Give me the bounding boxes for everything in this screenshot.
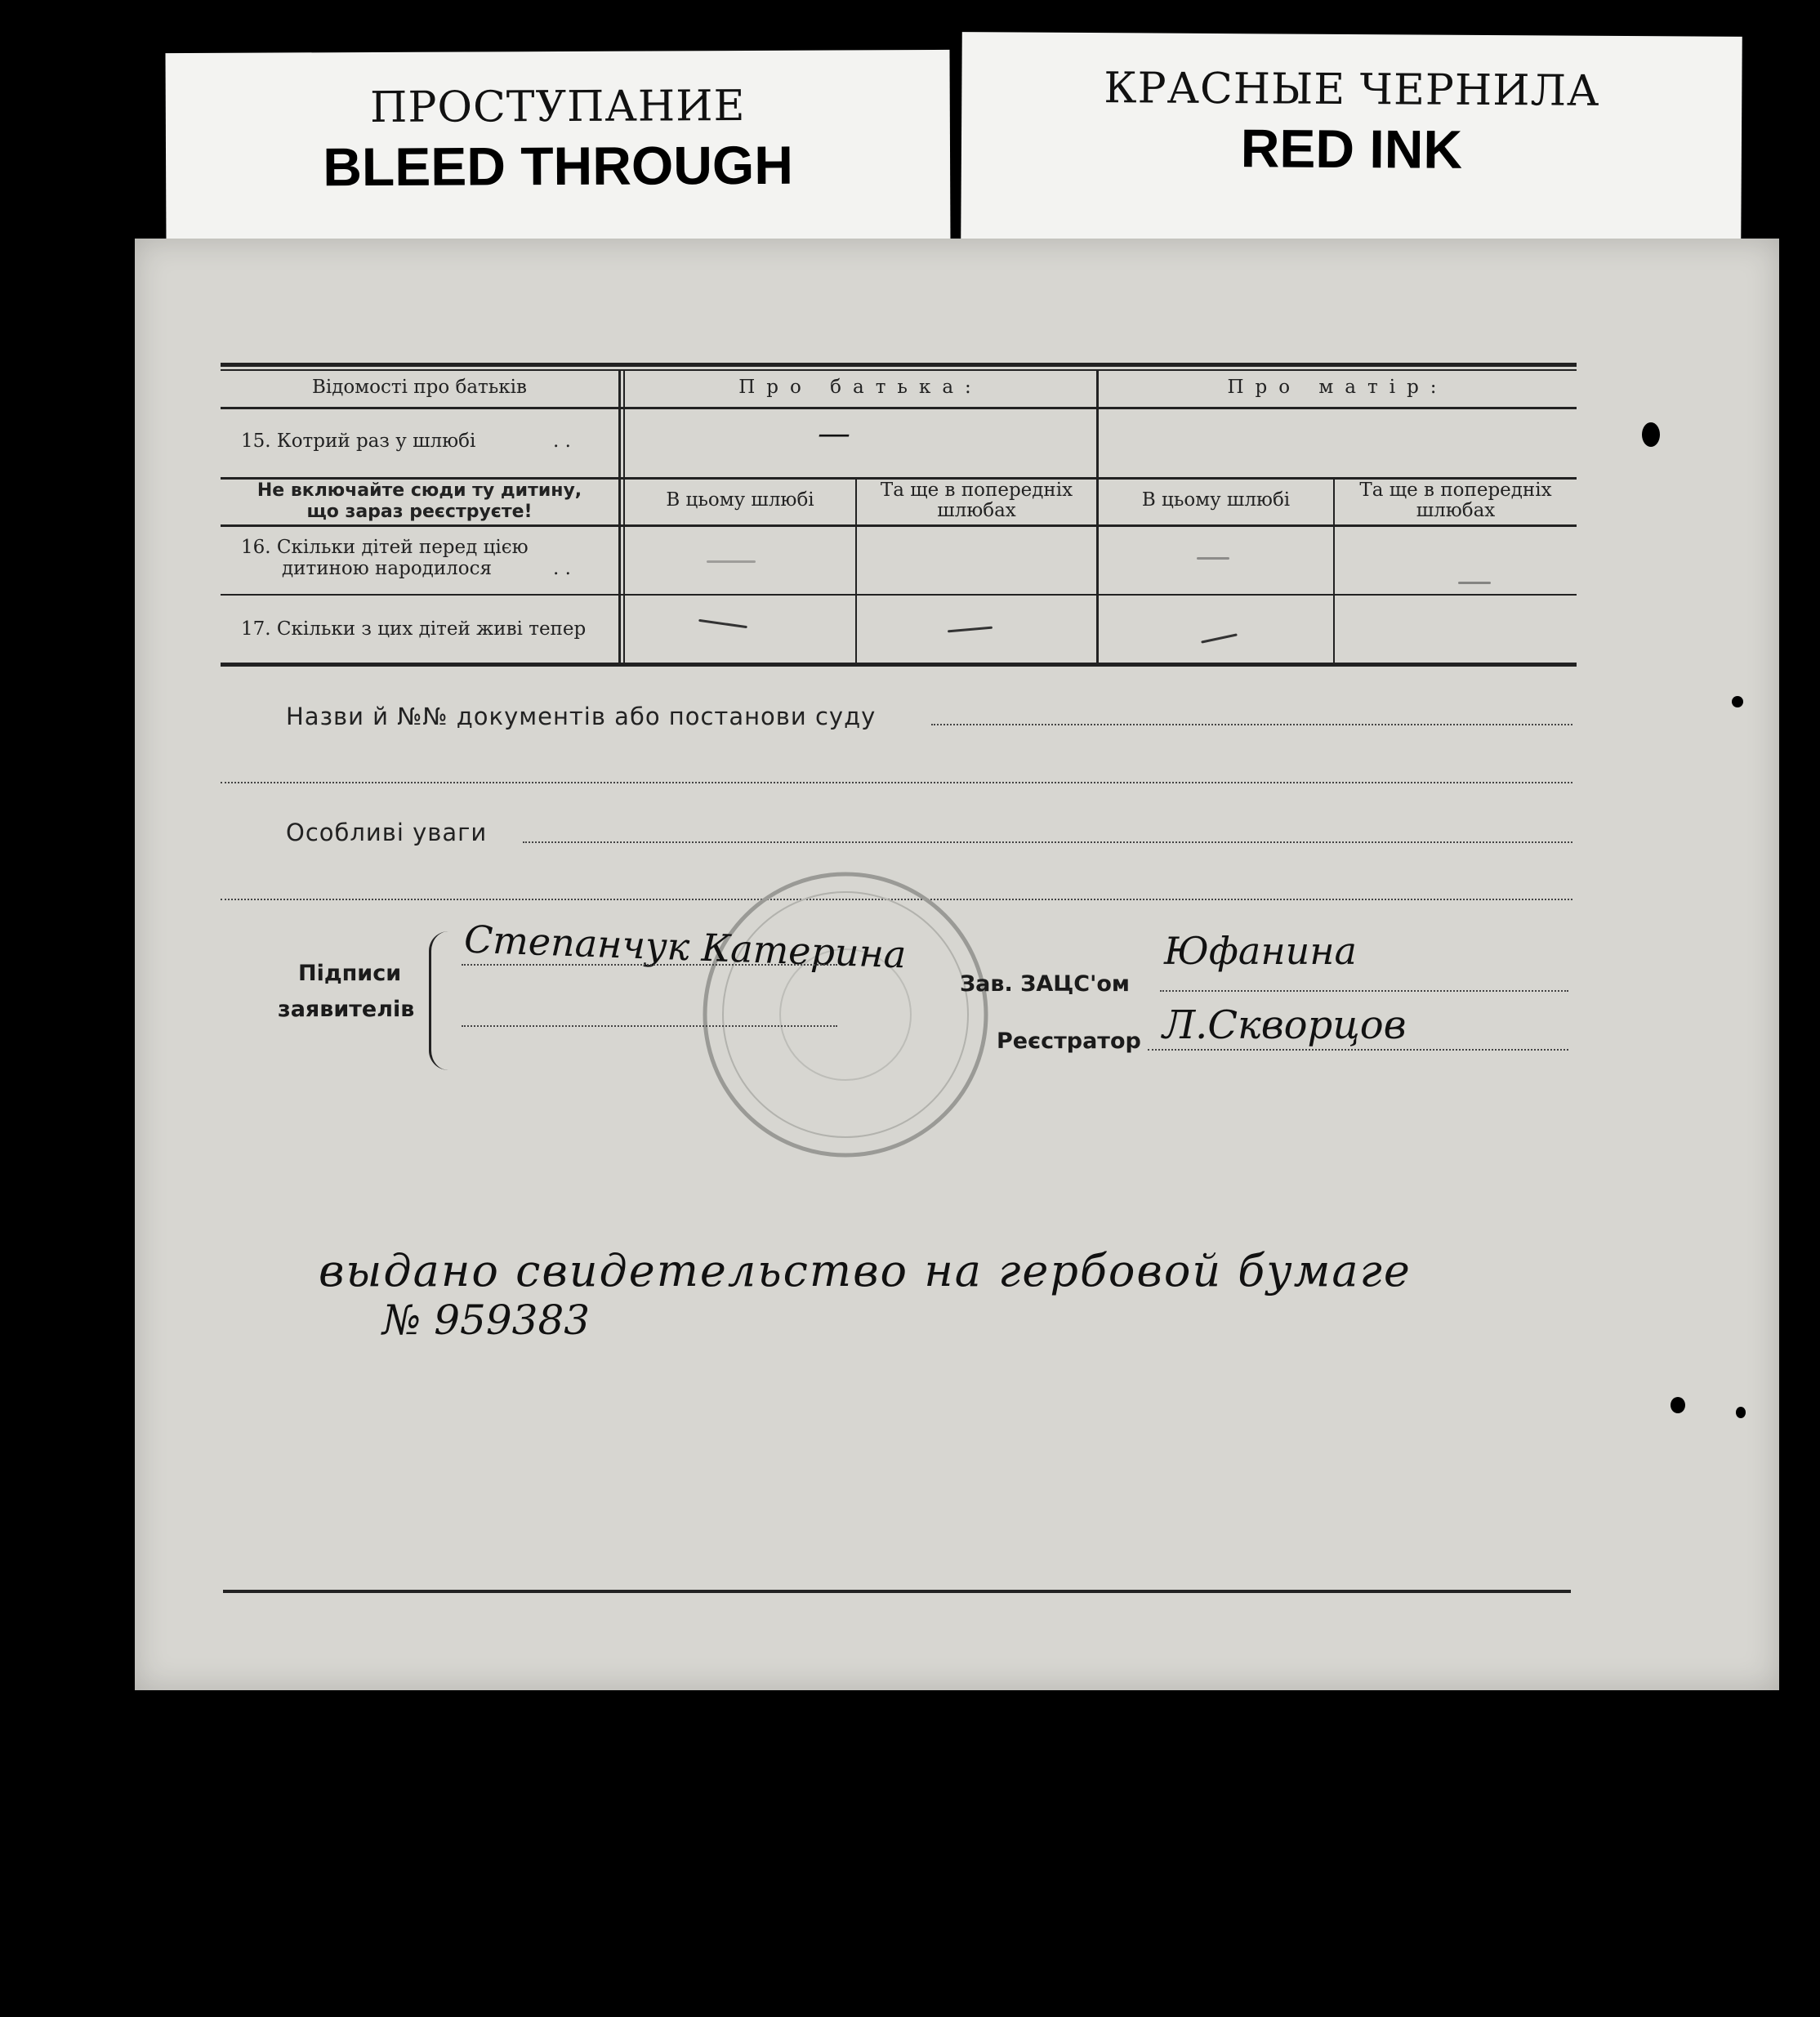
head-line	[1160, 990, 1568, 992]
table-col-rule	[623, 371, 625, 663]
tab-bleed-through	[165, 50, 950, 249]
row16-line1: 16. Скільки дітей перед цією	[241, 537, 529, 558]
head-signature: Юфанина	[1164, 929, 1357, 973]
applicant-signature: Степанчук Катерина	[463, 917, 908, 977]
row17-label: 17. Скільки з цих дітей живі тепер	[241, 618, 587, 640]
table-bottom-rule	[221, 663, 1577, 667]
row16-mother-prev-dash	[1458, 582, 1491, 584]
head-label: Зав. ЗАЦС'ом	[960, 971, 1130, 997]
applicant-line-1	[462, 964, 837, 966]
table-top-rule	[221, 363, 1577, 367]
sub-mother-this: В цьому шлюбі	[1141, 489, 1291, 511]
registrar-line	[1148, 1049, 1568, 1051]
document-sheet	[135, 239, 1779, 1690]
special-notes-line	[523, 841, 1572, 843]
row17-father-prev-dash	[948, 627, 993, 633]
row16-dots: . .	[553, 558, 571, 579]
row15-dots: . .	[553, 431, 571, 452]
row15-father-value: —	[818, 415, 850, 453]
handwritten-note-line1: выдано свидетельство на гербовой бумаге	[319, 1245, 1412, 1296]
header-mother: Про матір:	[1227, 377, 1448, 398]
row16-line2: дитиною народилося	[282, 558, 493, 579]
punch-hole	[1642, 422, 1660, 447]
tab-right-ru: КРАСНЫЕ ЧЕРНИЛА	[1104, 64, 1600, 116]
sub-mother-prev-2: шлюбах	[1416, 500, 1496, 521]
header-father: Про батька:	[738, 377, 983, 398]
applicants-label-1: Підписи	[298, 961, 402, 986]
note-line2: що зараз реєструєте!	[306, 502, 533, 522]
official-seal	[690, 859, 1001, 1170]
punch-hole	[1736, 1407, 1746, 1418]
sub-father-prev-2: шлюбах	[937, 500, 1016, 521]
table-rule	[221, 524, 1577, 527]
special-notes-label: Особливі уваги	[286, 819, 488, 846]
tab-left-en: BLEED THROUGH	[323, 134, 794, 198]
documents-label: Назви й №№ документів або постанови суду	[286, 703, 877, 730]
registrar-label: Реєстратор	[997, 1029, 1141, 1054]
bottom-rule	[223, 1590, 1571, 1593]
row15-label: 15. Котрий раз у шлюбі	[241, 431, 476, 452]
table-top-rule-2	[221, 369, 1577, 371]
registrar-signature: Л.Скворцов	[1162, 1002, 1407, 1048]
applicant-line-2	[462, 1025, 837, 1027]
table-rule	[221, 407, 1577, 409]
tab-red-ink	[961, 32, 1742, 245]
row17-father-this-dash	[698, 619, 747, 628]
table-col-rule	[1096, 371, 1099, 663]
row16-father-this-dash	[707, 560, 756, 563]
applicants-brace	[429, 931, 456, 1070]
sub-mother-prev-1: Та ще в попередніх	[1359, 480, 1552, 501]
punch-hole	[1732, 696, 1743, 707]
row16-mother-this-dash	[1197, 557, 1229, 560]
row17-mother-this-dash	[1201, 633, 1238, 643]
table-rule	[221, 594, 1577, 596]
header-parents-info: Відомості про батьків	[312, 377, 527, 398]
documents-line	[931, 724, 1572, 725]
handwritten-note-line2: № 959383	[382, 1296, 591, 1344]
tab-right-en: RED INK	[1240, 118, 1463, 180]
sub-father-this: В цьому шлюбі	[666, 489, 814, 511]
sub-father-prev-1: Та ще в попередніх	[880, 480, 1073, 501]
note-line1: Не включайте сюди ту дитину,	[256, 480, 582, 501]
tab-left-ru: ПРОСТУПАНИЕ	[369, 81, 746, 133]
documents-line-2	[221, 782, 1572, 783]
applicants-label-2: заявителів	[278, 997, 415, 1022]
table-col-rule	[618, 371, 621, 663]
punch-hole	[1671, 1397, 1685, 1413]
